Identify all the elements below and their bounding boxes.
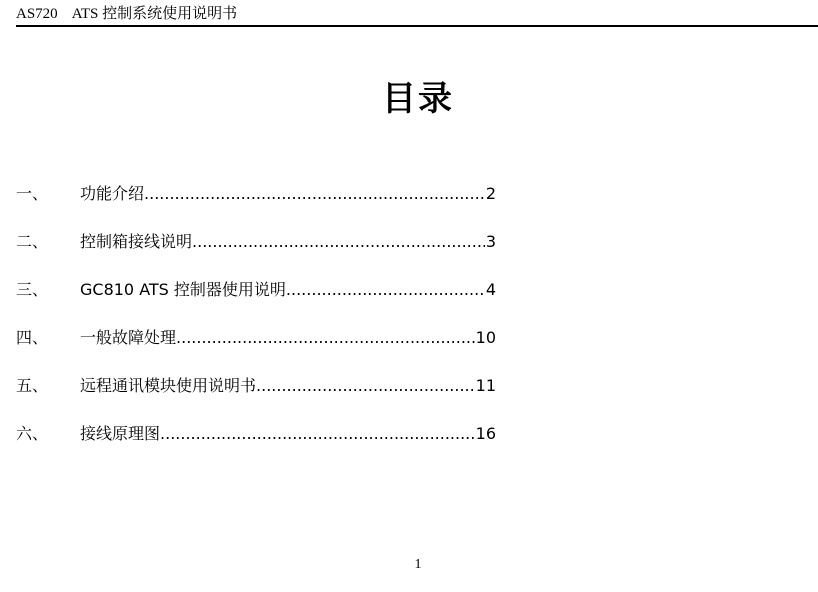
- toc-entry-label: 接线原理图: [80, 424, 161, 443]
- toc-leader-dots: [144, 182, 485, 206]
- toc-entry-number: 六、: [16, 424, 49, 443]
- toc-entry-page: 11: [475, 376, 496, 395]
- toc-leader-dots: [176, 326, 475, 350]
- toc-title: 目录: [382, 79, 454, 119]
- toc-entry-2[interactable]: [16, 230, 496, 254]
- toc-entry-4[interactable]: [16, 326, 496, 350]
- toc-leader-dots: [256, 374, 475, 398]
- header-model: AS720: [16, 6, 58, 22]
- toc-leader-dots: [192, 230, 485, 254]
- toc-entry-label: 功能介绍: [80, 184, 145, 203]
- toc-entry-6[interactable]: [16, 422, 496, 446]
- toc-entry-5[interactable]: [16, 374, 496, 398]
- toc-entry-3[interactable]: [16, 278, 496, 302]
- toc-entry-page: 3: [485, 232, 496, 251]
- toc-entry-label: GC810 ATS 控制器使用说明: [80, 280, 286, 299]
- toc-entry-page: 10: [475, 328, 496, 347]
- toc-entry-label: 控制箱接线说明: [80, 232, 193, 251]
- toc-entry-page: 2: [485, 184, 496, 203]
- toc-entry-label: 一般故障处理: [80, 328, 177, 347]
- page-header: [16, 4, 818, 27]
- toc-entry-number: 一、: [16, 184, 49, 203]
- toc-leader-dots: [160, 422, 475, 446]
- toc-entry-page: 16: [475, 424, 496, 443]
- toc-entry-number: 三、: [16, 280, 49, 299]
- page-number: 1: [414, 557, 422, 572]
- toc-entry-page: 4: [485, 280, 496, 299]
- table-of-contents: [16, 182, 496, 470]
- toc-entry-1[interactable]: [16, 182, 496, 206]
- toc-entry-number: 四、: [16, 328, 49, 347]
- toc-entry-label: 远程通讯模块使用说明书: [80, 376, 257, 395]
- toc-entry-number: 五、: [16, 376, 49, 395]
- toc-entry-number: 二、: [16, 232, 49, 251]
- header-title: ATS 控制系统使用说明书: [71, 6, 238, 22]
- toc-leader-dots: [286, 278, 485, 302]
